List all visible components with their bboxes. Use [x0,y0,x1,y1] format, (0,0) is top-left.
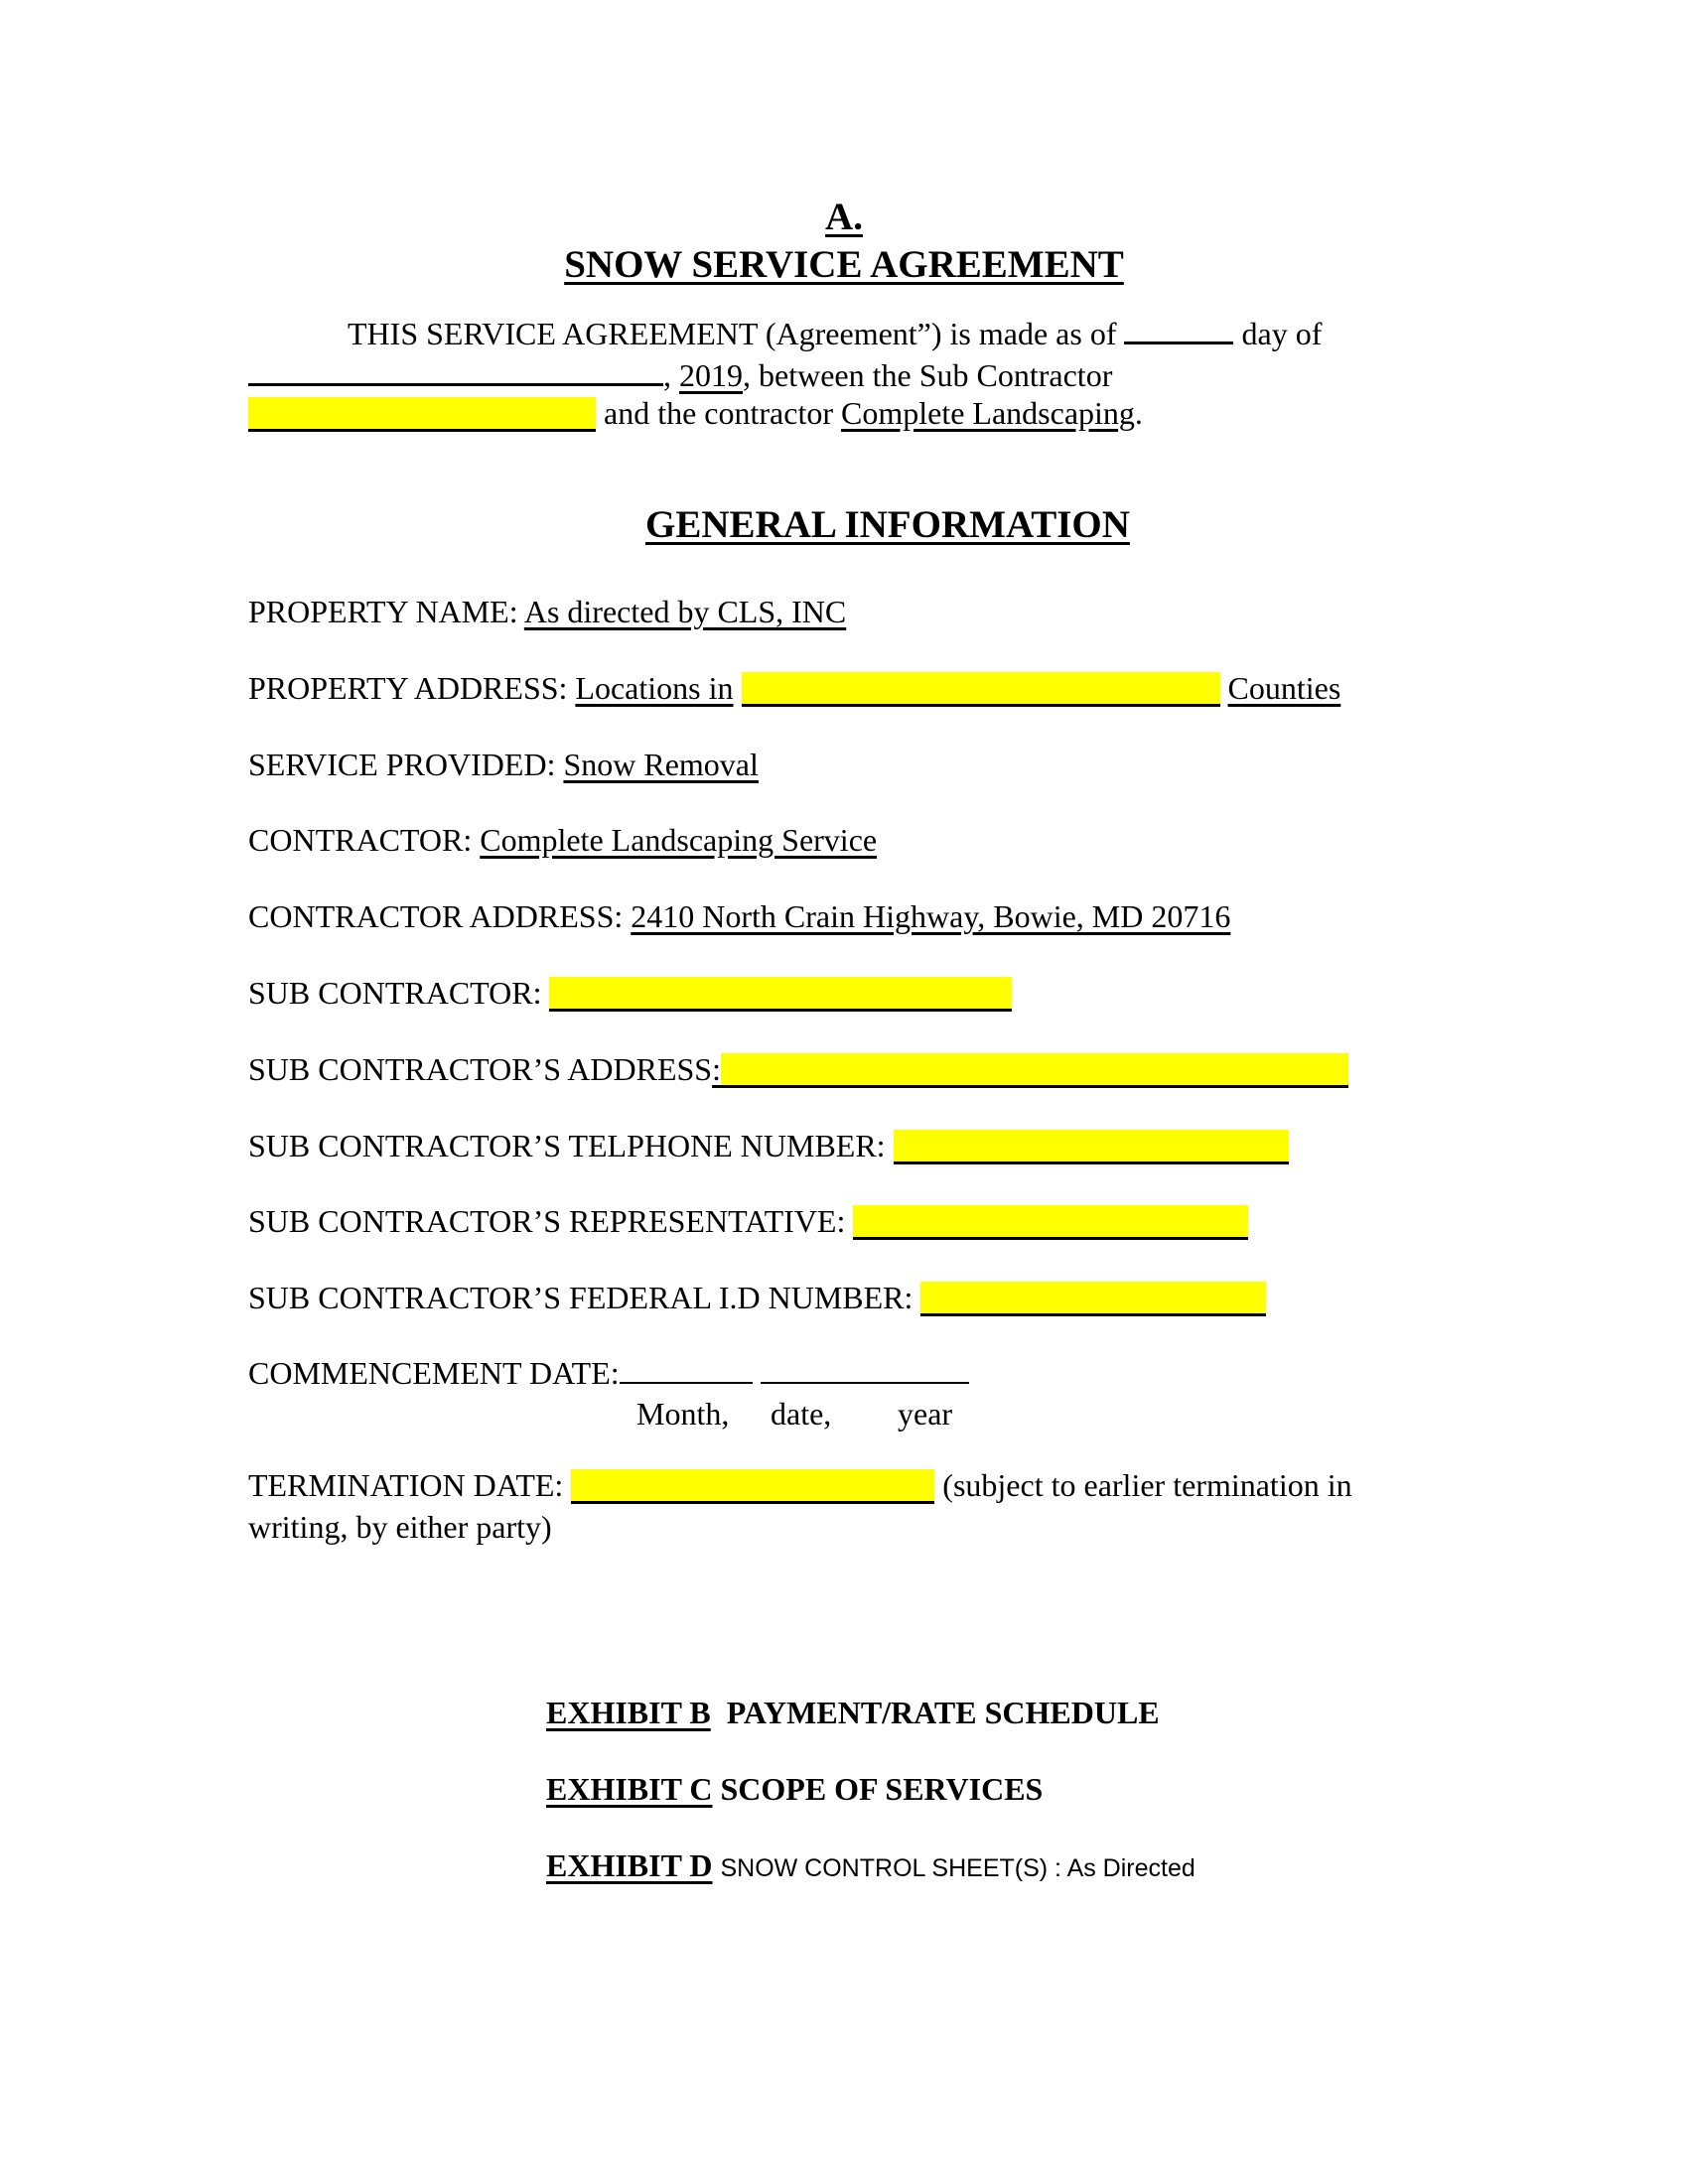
sub-fed-label: SUB CONTRACTOR’S FEDERAL I.D NUMBER: [248,1280,914,1315]
sub-contractor-field[interactable] [549,977,1012,1012]
commencement-date-year-blank[interactable] [761,1358,969,1384]
intro-text-2: day of [1241,316,1323,351]
general-information-heading: GENERAL INFORMATION [645,503,1130,546]
sub-address-colon: : [712,1051,721,1087]
property-name-row [248,592,846,631]
document-title: SNOW SERVICE AGREEMENT [564,243,1124,286]
exhibit-c-title: SCOPE OF SERVICES [720,1771,1044,1807]
service-row [248,745,759,784]
commencement-date-caption: date, [771,1396,832,1432]
intro-line-1 [348,314,1322,353]
intro-contractor-name: Complete Landscaping [841,395,1135,431]
contractor-row [248,820,877,860]
exhibit-b-row [546,1693,1160,1732]
sub-fed-field[interactable] [920,1282,1266,1316]
sub-rep-row [248,1201,1248,1241]
sub-address-label: SUB CONTRACTOR’S ADDRESS [248,1051,713,1087]
property-address-prefix: Locations in [575,670,734,706]
sub-fed-row [248,1278,1266,1317]
exhibit-c-id: EXHIBIT C [546,1771,713,1807]
termination-row [248,1465,1352,1505]
contractor-address-row [248,896,1230,936]
property-address-suffix: Counties [1227,670,1341,706]
month-blank[interactable] [248,355,663,386]
exhibit-d-id: EXHIBIT D [546,1847,713,1883]
property-address-label: PROPERTY ADDRESS: [248,670,568,706]
intro-text-3: , between the Sub Contractor [743,357,1113,393]
sub-phone-label: SUB CONTRACTOR’S TELPHONE NUMBER: [248,1128,886,1163]
intro-line-2 [248,355,1112,395]
intro-period: . [1134,395,1143,431]
exhibit-b-id: EXHIBIT B [546,1695,711,1730]
exhibit-d-title: SNOW CONTROL SHEET(S) : As Directed [720,1854,1196,1882]
sub-contractor-blank-intro[interactable] [248,397,596,432]
commencement-label: COMMENCEMENT DATE: [248,1355,620,1391]
intro-comma: , [663,357,671,393]
intro-year: 2019 [679,357,743,393]
commencement-month-caption: Month, [636,1396,730,1432]
service-label: SERVICE PROVIDED: [248,747,556,782]
service-value: Snow Removal [563,747,759,782]
section-marker: A. [825,196,863,238]
termination-note: (subject to earlier termination in [942,1467,1352,1503]
commencement-month-blank[interactable] [620,1358,753,1384]
exhibit-b-title: PAYMENT/RATE SCHEDULE [726,1695,1160,1730]
sub-phone-field[interactable] [894,1130,1289,1164]
intro-text-1: THIS SERVICE AGREEMENT (Agreement”) is made as of [348,316,1117,351]
contractor-address-label: CONTRACTOR ADDRESS: [248,898,624,934]
termination-note-line-2: writing, by either party) [248,1509,552,1545]
sub-address-field[interactable] [721,1053,1348,1088]
exhibit-c-row [546,1769,1043,1809]
property-name-value: As directed by CLS, INC [523,594,847,629]
contractor-label: CONTRACTOR: [248,822,473,858]
intro-text-4: and the contractor [604,395,833,431]
sub-rep-label: SUB CONTRACTOR’S REPRESENTATIVE: [248,1203,846,1239]
intro-line-3 [248,393,1143,433]
contractor-address-value: 2410 North Crain Highway, Bowie, MD 20716 [631,898,1231,934]
property-name-label: PROPERTY NAME: [248,594,518,629]
sub-rep-field[interactable] [853,1205,1248,1240]
property-address-row [248,668,1340,708]
contractor-value: Complete Landscaping Service [480,822,878,858]
day-blank[interactable] [1124,314,1233,344]
termination-label: TERMINATION DATE: [248,1467,564,1503]
termination-field[interactable] [571,1469,934,1504]
counties-blank[interactable] [742,672,1220,707]
commencement-row [248,1353,969,1393]
sub-phone-row [248,1126,1289,1165]
exhibit-d-row [546,1845,1196,1888]
sub-contractor-label: SUB CONTRACTOR: [248,975,542,1011]
sub-contractor-row [248,973,1012,1013]
sub-address-row [248,1049,1348,1089]
commencement-year-caption: year [898,1396,953,1432]
